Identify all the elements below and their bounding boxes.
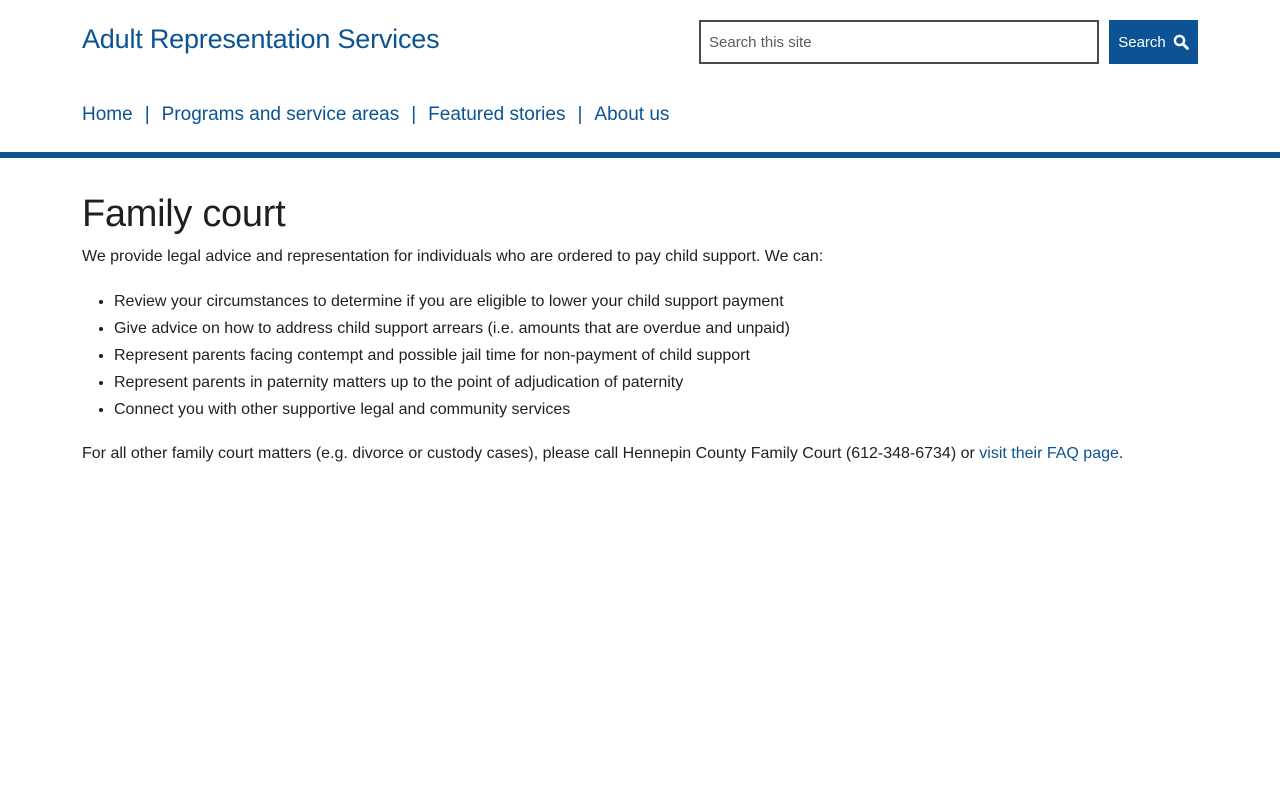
list-item: • Connect you with other supportive legal and community services bbox=[114, 396, 1198, 423]
site-title-link[interactable]: Adult Representation Services bbox=[82, 24, 440, 54]
list-item: • Represent parents facing contempt and possible jail time for non-payment of child support bbox=[114, 342, 1198, 369]
nav-item-home[interactable]: Home bbox=[82, 104, 133, 125]
search-button-label: Search bbox=[1118, 33, 1166, 51]
services-list bbox=[82, 288, 1198, 423]
faq-link[interactable]: visit their FAQ page bbox=[979, 445, 1119, 462]
closing-text: For all other family court matters (e.g. divorce or custody cases), please call Hennepin County Family Court (612-348-6734) or bbox=[82, 445, 980, 462]
closing-period: . bbox=[1118, 445, 1124, 462]
magnifier-icon bbox=[1173, 34, 1189, 50]
list-item: • Give advice on how to address child support arrears (i.e. amounts that are overdue and unpaid) bbox=[114, 315, 1198, 342]
main-nav bbox=[82, 104, 669, 126]
nav-item-about-us[interactable]: About us bbox=[594, 104, 670, 125]
page-title: Family court bbox=[82, 193, 286, 235]
intro-paragraph: We provide legal advice and representation for individuals who are ordered to pay child support. We can: bbox=[82, 248, 824, 265]
nav-separator: | bbox=[144, 104, 150, 125]
closing-paragraph bbox=[82, 443, 1198, 465]
search-button[interactable] bbox=[1109, 20, 1198, 64]
nav-item-featured-stories[interactable]: Featured stories bbox=[428, 104, 566, 125]
header-divider bbox=[0, 152, 1280, 158]
list-item: • Represent parents in paternity matters up to the point of adjudication of paternity bbox=[114, 369, 1198, 396]
main-content bbox=[82, 190, 1198, 465]
search-input[interactable] bbox=[699, 20, 1099, 64]
list-item: • Review your circumstances to determine if you are eligible to lower your child support payment bbox=[114, 288, 1198, 315]
nav-separator: | bbox=[577, 104, 583, 125]
nav-separator: | bbox=[411, 104, 417, 125]
site-header bbox=[0, 0, 1280, 152]
nav-item-programs[interactable]: Programs and service areas bbox=[161, 104, 400, 125]
